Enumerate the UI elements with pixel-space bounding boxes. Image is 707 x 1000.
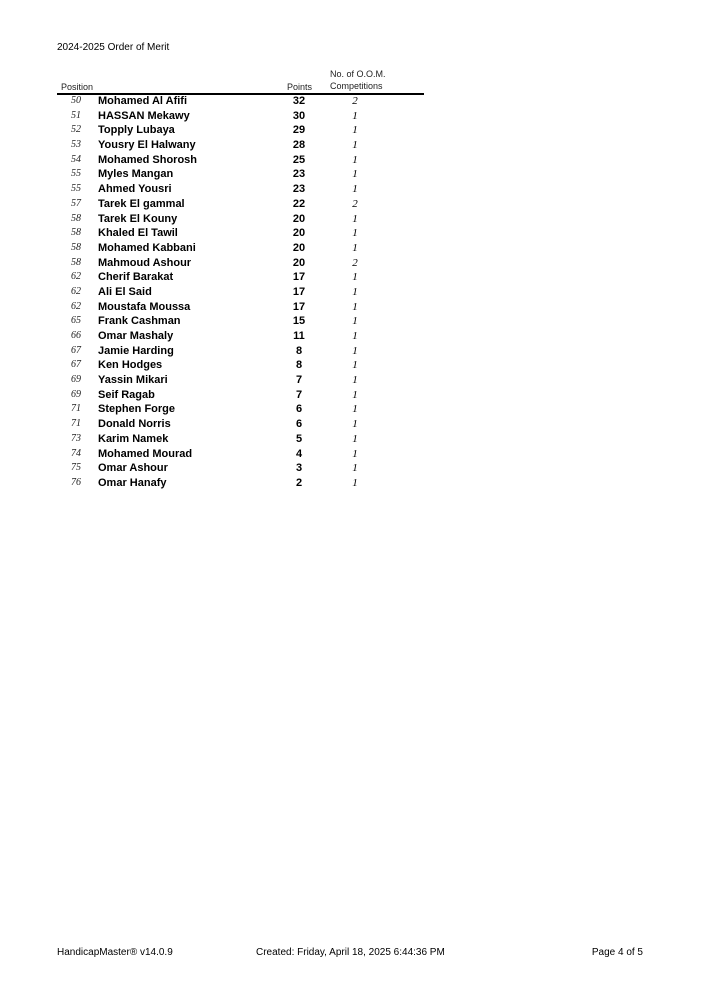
competitions-cell: 1 bbox=[352, 476, 358, 489]
position-cell: 57 bbox=[71, 197, 81, 209]
table-row bbox=[57, 153, 424, 168]
player-name-cell: HASSAN Mekawy bbox=[98, 109, 190, 122]
table-row bbox=[57, 226, 424, 241]
position-cell: 71 bbox=[71, 403, 81, 415]
player-name-cell: Yousry El Halwany bbox=[98, 139, 196, 152]
table-row bbox=[57, 138, 424, 153]
points-cell: 17 bbox=[292, 271, 306, 284]
table-row bbox=[57, 212, 424, 227]
player-name-cell: Karim Namek bbox=[98, 432, 169, 445]
competitions-cell: 1 bbox=[352, 403, 358, 416]
position-cell: 58 bbox=[71, 212, 81, 224]
competitions-cell: 2 bbox=[352, 197, 358, 210]
footer-page-number: Page 4 of 5 bbox=[591, 947, 643, 958]
competitions-cell: 1 bbox=[352, 359, 358, 372]
player-name-cell: Frank Cashman bbox=[98, 315, 181, 328]
table-row bbox=[57, 314, 424, 329]
points-cell: 2 bbox=[295, 476, 303, 489]
player-name-cell: Donald Norris bbox=[98, 418, 171, 431]
competitions-cell: 1 bbox=[352, 418, 358, 431]
competitions-cell: 1 bbox=[352, 124, 358, 137]
column-header-points: Points bbox=[287, 82, 313, 92]
position-cell: 55 bbox=[71, 168, 81, 180]
points-cell: 28 bbox=[292, 139, 306, 152]
player-name-cell: Moustafa Moussa bbox=[98, 300, 191, 313]
competitions-cell: 2 bbox=[352, 256, 358, 269]
points-cell: 25 bbox=[292, 153, 306, 166]
player-name-cell: Ken Hodges bbox=[98, 359, 163, 372]
competitions-cell: 1 bbox=[352, 212, 358, 225]
position-cell: 69 bbox=[71, 374, 81, 386]
player-name-cell: Myles Mangan bbox=[98, 168, 174, 181]
player-name-cell: Mohamed Mourad bbox=[98, 447, 193, 460]
table-row bbox=[57, 461, 424, 476]
points-cell: 30 bbox=[292, 109, 306, 122]
position-cell: 67 bbox=[71, 344, 81, 356]
player-name-cell: Yassin Mikari bbox=[98, 374, 168, 387]
player-name-cell: Khaled El Tawil bbox=[98, 227, 178, 240]
position-cell: 58 bbox=[71, 241, 81, 253]
standings-table bbox=[57, 94, 424, 491]
table-row bbox=[57, 109, 424, 124]
position-cell: 76 bbox=[71, 476, 81, 488]
competitions-cell: 1 bbox=[352, 285, 358, 298]
document-title: 2024-2025 Order of Merit bbox=[57, 42, 170, 53]
table-row bbox=[57, 167, 424, 182]
table-row bbox=[57, 300, 424, 315]
player-name-cell: Cherif Barakat bbox=[98, 271, 174, 284]
table-row bbox=[57, 388, 424, 403]
points-cell: 8 bbox=[295, 359, 303, 372]
position-cell: 52 bbox=[71, 124, 81, 136]
position-cell: 58 bbox=[71, 256, 81, 268]
position-cell: 62 bbox=[71, 271, 81, 283]
competitions-cell: 1 bbox=[352, 227, 358, 240]
points-cell: 23 bbox=[292, 168, 306, 181]
points-cell: 20 bbox=[292, 212, 306, 225]
position-cell: 75 bbox=[71, 462, 81, 474]
table-row bbox=[57, 373, 424, 388]
player-name-cell: Stephen Forge bbox=[98, 403, 176, 416]
position-cell: 73 bbox=[71, 432, 81, 444]
competitions-cell: 1 bbox=[352, 139, 358, 152]
player-name-cell: Tarek El Kouny bbox=[98, 212, 178, 225]
table-row bbox=[57, 94, 424, 109]
table-row bbox=[57, 285, 424, 300]
points-cell: 7 bbox=[295, 374, 303, 387]
competitions-cell: 1 bbox=[352, 344, 358, 357]
player-name-cell: Omar Hanafy bbox=[98, 476, 167, 489]
competitions-cell: 1 bbox=[352, 168, 358, 181]
competitions-cell: 1 bbox=[352, 183, 358, 196]
table-row bbox=[57, 329, 424, 344]
points-cell: 15 bbox=[292, 315, 306, 328]
table-row bbox=[57, 432, 424, 447]
position-cell: 54 bbox=[71, 153, 81, 165]
points-cell: 29 bbox=[292, 124, 306, 137]
competitions-cell: 2 bbox=[352, 95, 358, 107]
position-cell: 74 bbox=[71, 447, 81, 459]
column-header-position: Position bbox=[61, 82, 94, 92]
player-name-cell: Mohamed Kabbani bbox=[98, 241, 196, 254]
points-cell: 23 bbox=[292, 183, 306, 196]
points-cell: 8 bbox=[295, 344, 303, 357]
position-cell: 62 bbox=[71, 300, 81, 312]
competitions-cell: 1 bbox=[352, 432, 358, 445]
position-cell: 58 bbox=[71, 227, 81, 239]
table-row bbox=[57, 358, 424, 373]
footer-software: HandicapMaster® v14.0.9 bbox=[57, 947, 173, 958]
table-row bbox=[57, 447, 424, 462]
points-cell: 7 bbox=[295, 388, 303, 401]
competitions-cell: 1 bbox=[352, 388, 358, 401]
points-cell: 22 bbox=[292, 197, 306, 210]
points-cell: 20 bbox=[292, 241, 306, 254]
position-cell: 53 bbox=[71, 139, 81, 151]
position-cell: 51 bbox=[71, 109, 81, 121]
table-row bbox=[57, 197, 424, 212]
table-row bbox=[57, 123, 424, 138]
player-name-cell: Mohamed Al Afifi bbox=[98, 95, 188, 107]
player-name-cell: Jamie Harding bbox=[98, 344, 174, 357]
points-cell: 20 bbox=[292, 256, 306, 269]
player-name-cell: Ali El Said bbox=[98, 285, 152, 298]
points-cell: 4 bbox=[295, 447, 303, 460]
column-header-competitions-line1: No. of O.O.M. bbox=[330, 69, 386, 79]
table-row bbox=[57, 417, 424, 432]
points-cell: 3 bbox=[295, 462, 303, 475]
position-cell: 69 bbox=[71, 388, 81, 400]
table-row bbox=[57, 182, 424, 197]
footer-created-timestamp: Created: Friday, April 18, 2025 6:44:36 PM bbox=[256, 947, 445, 958]
player-name-cell: Tarek El gammal bbox=[98, 197, 185, 210]
player-name-cell: Mahmoud Ashour bbox=[98, 256, 192, 269]
competitions-cell: 1 bbox=[352, 315, 358, 328]
player-name-cell: Topply Lubaya bbox=[98, 124, 175, 137]
table-row bbox=[57, 344, 424, 359]
competitions-cell: 1 bbox=[352, 109, 358, 122]
player-name-cell: Omar Mashaly bbox=[98, 330, 174, 342]
points-cell: 6 bbox=[295, 418, 303, 431]
player-name-cell: Seif Ragab bbox=[98, 388, 155, 401]
points-cell: 11 bbox=[293, 330, 305, 342]
points-cell: 5 bbox=[295, 432, 303, 445]
competitions-cell: 1 bbox=[352, 241, 358, 254]
table-row bbox=[57, 270, 424, 285]
points-cell: 6 bbox=[295, 403, 303, 416]
position-cell: 50 bbox=[71, 95, 81, 106]
table-row bbox=[57, 402, 424, 417]
player-name-cell: Ahmed Yousri bbox=[98, 183, 172, 196]
table-row bbox=[57, 476, 424, 491]
points-cell: 20 bbox=[292, 227, 306, 240]
position-cell: 55 bbox=[71, 183, 81, 195]
table-row bbox=[57, 256, 424, 271]
table-row bbox=[57, 241, 424, 256]
position-cell: 66 bbox=[71, 330, 81, 341]
position-cell: 62 bbox=[71, 285, 81, 297]
player-name-cell: Omar Ashour bbox=[98, 462, 168, 475]
competitions-cell: 1 bbox=[352, 271, 358, 284]
position-cell: 67 bbox=[71, 359, 81, 371]
competitions-cell: 1 bbox=[352, 447, 358, 460]
competitions-cell: 1 bbox=[352, 462, 358, 475]
player-name-cell: Mohamed Shorosh bbox=[98, 153, 198, 166]
column-header-competitions-line2: Competitions bbox=[330, 81, 383, 91]
position-cell: 65 bbox=[71, 315, 81, 327]
points-cell: 17 bbox=[292, 300, 306, 313]
position-cell: 71 bbox=[71, 418, 81, 430]
competitions-cell: 1 bbox=[352, 374, 358, 387]
points-cell: 32 bbox=[292, 95, 306, 107]
points-cell: 17 bbox=[292, 285, 306, 298]
competitions-cell: 1 bbox=[352, 300, 358, 313]
competitions-cell: 1 bbox=[352, 330, 358, 342]
competitions-cell: 1 bbox=[352, 153, 358, 166]
